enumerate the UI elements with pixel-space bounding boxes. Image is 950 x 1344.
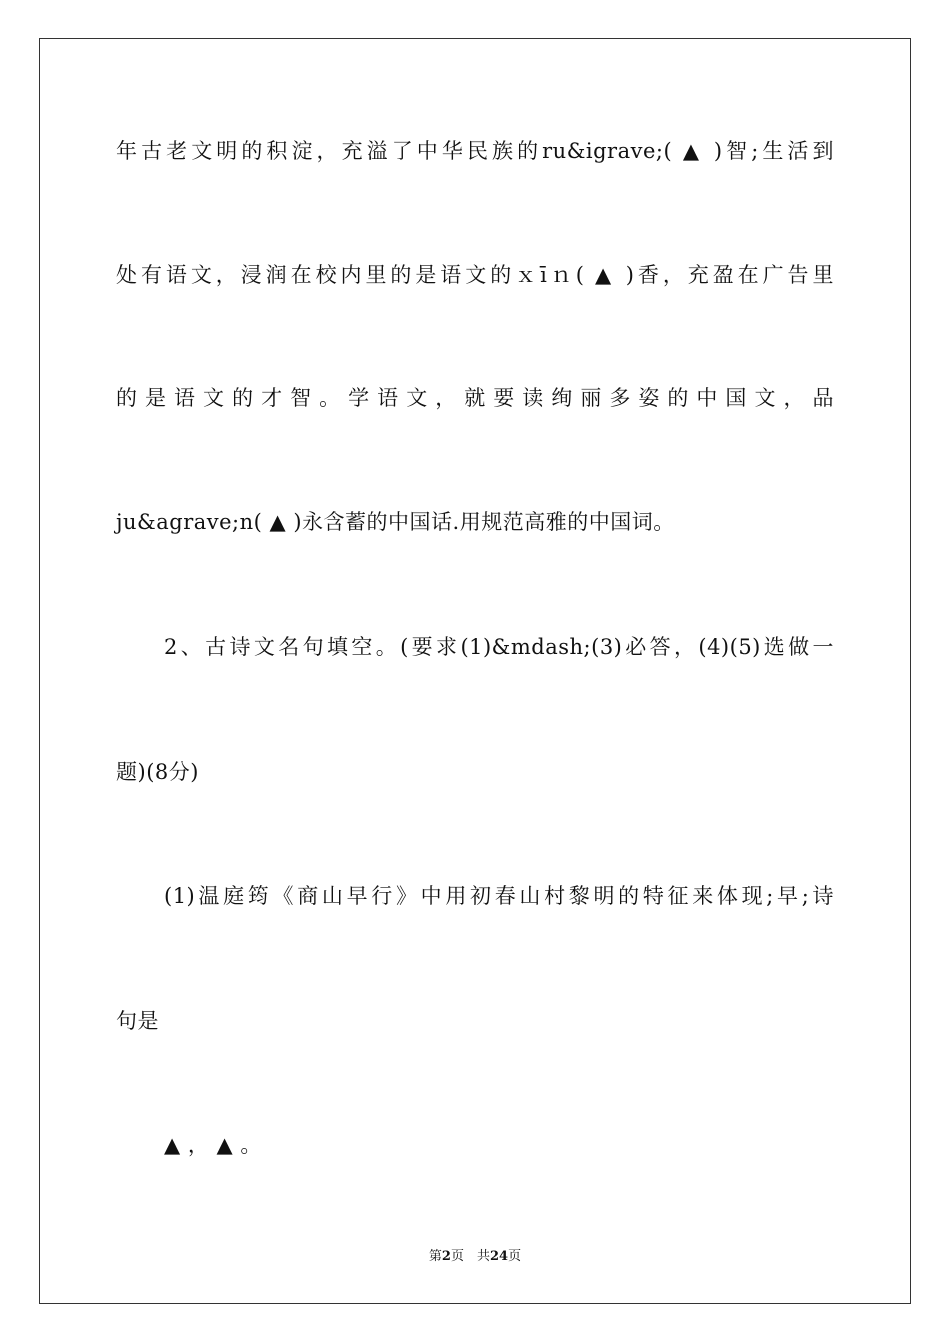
question-2-item-1: (1)温庭筠《商山早行》中用初春山村黎明的特征来体现;早;诗 <box>164 884 834 908</box>
body-line-4: ju&agrave;n( ▲ )永含蓄的中国话.用规范高雅的中国词。 <box>116 510 675 534</box>
footer-total-pages: 24 <box>489 1249 509 1264</box>
body-line-2: 处有语文，浸润在校内里的是语文的ｘīｎ( ▲ )香，充盈在广告里 <box>116 263 834 287</box>
question-2-heading: 2、古诗文名句填空。(要求(1)&mdash;(3)必答，(4)(5)选做一 <box>164 635 834 659</box>
question-2-item-1-continued: 句是 <box>116 1009 159 1033</box>
footer-page-number: 2 <box>441 1249 451 1264</box>
footer-mid: 页 共 <box>450 1249 490 1264</box>
body-line-1: 年古老文明的积淀，充溢了中华民族的ru&igrave;( ▲ )智;生活到 <box>116 139 834 163</box>
question-2-score: 题)(8分) <box>116 760 199 784</box>
footer-prefix: 第 <box>428 1249 442 1264</box>
body-line-3: 的是语文的才智。学语文，就要读绚丽多姿的中国文，品 <box>116 386 834 410</box>
page-footer <box>0 1248 950 1266</box>
answer-blanks: ▲ ， ▲ 。 <box>164 1133 262 1157</box>
footer-suffix: 页 <box>508 1249 522 1264</box>
page-border <box>39 38 911 1304</box>
